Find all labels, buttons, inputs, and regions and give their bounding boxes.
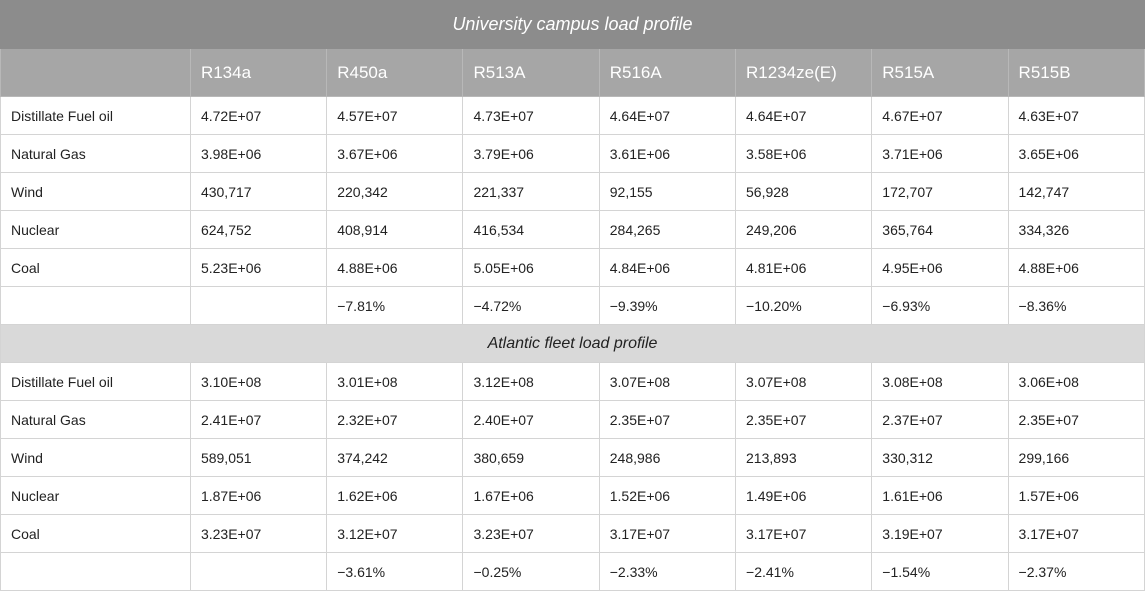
table-cell: 142,747 <box>1008 173 1144 211</box>
column-header: R516A <box>599 49 735 97</box>
table-cell: −7.81% <box>327 287 463 325</box>
table-cell: −4.72% <box>463 287 599 325</box>
table-cell: 4.95E+06 <box>872 249 1008 287</box>
table-cell: 249,206 <box>736 211 872 249</box>
table-row <box>1 477 1145 515</box>
table-cell: 624,752 <box>190 211 326 249</box>
row-label: Nuclear <box>1 477 191 515</box>
table-cell: 3.07E+08 <box>599 363 735 401</box>
table-row <box>1 439 1145 477</box>
table-cell: −2.41% <box>736 553 872 591</box>
row-label: Natural Gas <box>1 401 191 439</box>
table-cell <box>190 553 326 591</box>
column-header: R515B <box>1008 49 1144 97</box>
table-cell: 56,928 <box>736 173 872 211</box>
row-label: Wind <box>1 173 191 211</box>
table-cell: 2.37E+07 <box>872 401 1008 439</box>
table-cell: 4.84E+06 <box>599 249 735 287</box>
table-cell: 4.63E+07 <box>1008 97 1144 135</box>
table-cell: 4.67E+07 <box>872 97 1008 135</box>
table-cell: 3.61E+06 <box>599 135 735 173</box>
table-cell: 2.40E+07 <box>463 401 599 439</box>
table-cell: 284,265 <box>599 211 735 249</box>
table-cell: 589,051 <box>190 439 326 477</box>
table-cell: 4.64E+07 <box>736 97 872 135</box>
table-cell: 330,312 <box>872 439 1008 477</box>
row-label: Distillate Fuel oil <box>1 97 191 135</box>
table-cell: 213,893 <box>736 439 872 477</box>
column-header: R450a <box>327 49 463 97</box>
table-cell: −0.25% <box>463 553 599 591</box>
table-cell: 2.41E+07 <box>190 401 326 439</box>
table-cell: 92,155 <box>599 173 735 211</box>
table-cell: 374,242 <box>327 439 463 477</box>
table-cell: 3.12E+07 <box>327 515 463 553</box>
table-cell: −2.33% <box>599 553 735 591</box>
row-label: Nuclear <box>1 211 191 249</box>
table-cell: 5.05E+06 <box>463 249 599 287</box>
table-cell: 3.17E+07 <box>1008 515 1144 553</box>
table-cell: 3.65E+06 <box>1008 135 1144 173</box>
table-cell: 2.35E+07 <box>736 401 872 439</box>
table-cell: 4.88E+06 <box>1008 249 1144 287</box>
table-cell: 5.23E+06 <box>190 249 326 287</box>
table-cell: 3.79E+06 <box>463 135 599 173</box>
section-header-row <box>1 325 1145 363</box>
table-cell: −8.36% <box>1008 287 1144 325</box>
row-label: Coal <box>1 249 191 287</box>
column-header: R515A <box>872 49 1008 97</box>
table-cell: 1.62E+06 <box>327 477 463 515</box>
table-cell: 248,986 <box>599 439 735 477</box>
table-cell: 4.81E+06 <box>736 249 872 287</box>
table-row <box>1 173 1145 211</box>
table-cell: −10.20% <box>736 287 872 325</box>
table-row <box>1 287 1145 325</box>
table-cell: −3.61% <box>327 553 463 591</box>
table-row <box>1 249 1145 287</box>
table-cell: 3.07E+08 <box>736 363 872 401</box>
table-cell: 430,717 <box>190 173 326 211</box>
table-cell: 3.23E+07 <box>190 515 326 553</box>
table-cell: −1.54% <box>872 553 1008 591</box>
table-cell: 3.17E+07 <box>599 515 735 553</box>
table-body <box>1 97 1145 591</box>
row-label <box>1 553 191 591</box>
section-title: Atlantic fleet load profile <box>1 325 1145 363</box>
column-header: R513A <box>463 49 599 97</box>
table-title-row <box>1 1 1145 49</box>
table-cell: 1.57E+06 <box>1008 477 1144 515</box>
table-row <box>1 97 1145 135</box>
table-cell: 4.72E+07 <box>190 97 326 135</box>
table-row <box>1 211 1145 249</box>
table-cell: 3.12E+08 <box>463 363 599 401</box>
column-header: R1234ze(E) <box>736 49 872 97</box>
table-cell: 3.71E+06 <box>872 135 1008 173</box>
row-label: Distillate Fuel oil <box>1 363 191 401</box>
table-cell: 4.64E+07 <box>599 97 735 135</box>
table-cell: 3.17E+07 <box>736 515 872 553</box>
table-cell: 416,534 <box>463 211 599 249</box>
table-cell: 1.67E+06 <box>463 477 599 515</box>
table-cell: 408,914 <box>327 211 463 249</box>
table-row <box>1 363 1145 401</box>
row-label: Wind <box>1 439 191 477</box>
table-row <box>1 135 1145 173</box>
table-row <box>1 401 1145 439</box>
table-cell: 4.73E+07 <box>463 97 599 135</box>
table-cell: 3.08E+08 <box>872 363 1008 401</box>
column-header <box>1 49 191 97</box>
table-cell <box>190 287 326 325</box>
table-cell: 221,337 <box>463 173 599 211</box>
table-cell: 299,166 <box>1008 439 1144 477</box>
table-cell: 3.06E+08 <box>1008 363 1144 401</box>
column-header: R134a <box>190 49 326 97</box>
table-cell: 1.52E+06 <box>599 477 735 515</box>
table-cell: 3.19E+07 <box>872 515 1008 553</box>
table-cell: 334,326 <box>1008 211 1144 249</box>
table-cell: 3.23E+07 <box>463 515 599 553</box>
table-cell: 3.10E+08 <box>190 363 326 401</box>
table-row <box>1 553 1145 591</box>
row-label <box>1 287 191 325</box>
table-cell: 220,342 <box>327 173 463 211</box>
table-cell: 3.98E+06 <box>190 135 326 173</box>
table-cell: 3.01E+08 <box>327 363 463 401</box>
table-cell: 2.35E+07 <box>1008 401 1144 439</box>
table-title: University campus load profile <box>1 1 1145 49</box>
table-cell: 1.87E+06 <box>190 477 326 515</box>
table-cell: 380,659 <box>463 439 599 477</box>
table-cell: 4.88E+06 <box>327 249 463 287</box>
table-cell: 365,764 <box>872 211 1008 249</box>
table-cell: 4.57E+07 <box>327 97 463 135</box>
row-label: Natural Gas <box>1 135 191 173</box>
table-cell: 172,707 <box>872 173 1008 211</box>
table-cell: 2.32E+07 <box>327 401 463 439</box>
column-header-row <box>1 49 1145 97</box>
row-label: Coal <box>1 515 191 553</box>
table-cell: −2.37% <box>1008 553 1144 591</box>
table-row <box>1 515 1145 553</box>
table-cell: 3.67E+06 <box>327 135 463 173</box>
table-cell: −9.39% <box>599 287 735 325</box>
table-cell: 1.61E+06 <box>872 477 1008 515</box>
table-cell: −6.93% <box>872 287 1008 325</box>
table-cell: 3.58E+06 <box>736 135 872 173</box>
table-cell: 1.49E+06 <box>736 477 872 515</box>
table-cell: 2.35E+07 <box>599 401 735 439</box>
